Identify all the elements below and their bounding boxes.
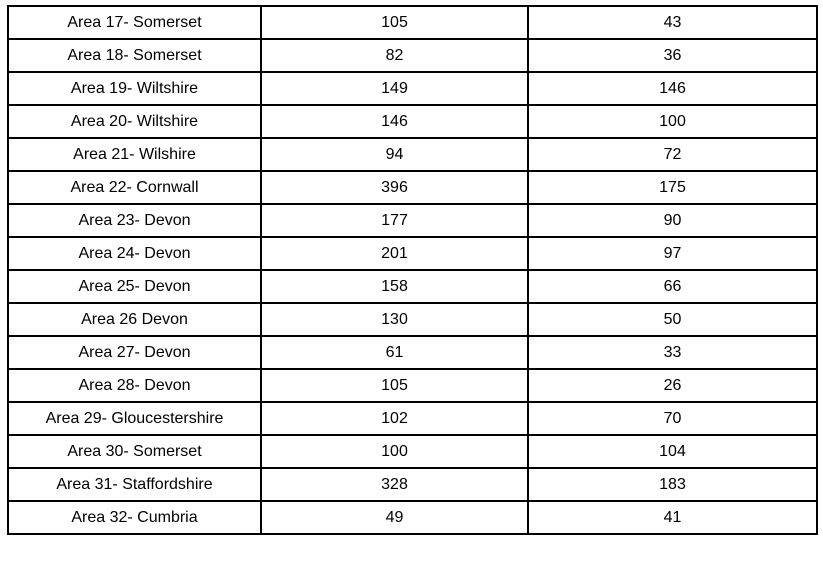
value-1-cell: 61 [261, 336, 528, 369]
table-row [8, 336, 817, 369]
value-2-cell: 183 [528, 468, 817, 501]
value-1-cell: 158 [261, 270, 528, 303]
value-2-cell: 43 [528, 6, 817, 39]
value-2-cell: 66 [528, 270, 817, 303]
table-row [8, 435, 817, 468]
table-row [8, 237, 817, 270]
table-row [8, 204, 817, 237]
value-1-cell: 100 [261, 435, 528, 468]
value-2-cell: 33 [528, 336, 817, 369]
value-1-cell: 105 [261, 369, 528, 402]
value-1-cell: 146 [261, 105, 528, 138]
area-cell: Area 29- Gloucestershire [8, 402, 261, 435]
table-row [8, 72, 817, 105]
area-cell: Area 23- Devon [8, 204, 261, 237]
value-2-cell: 175 [528, 171, 817, 204]
value-2-cell: 41 [528, 501, 817, 534]
table-row [8, 39, 817, 72]
value-2-cell: 100 [528, 105, 817, 138]
area-cell: Area 20- Wiltshire [8, 105, 261, 138]
value-1-cell: 102 [261, 402, 528, 435]
table-row [8, 171, 817, 204]
area-cell: Area 18- Somerset [8, 39, 261, 72]
area-cell: Area 30- Somerset [8, 435, 261, 468]
value-1-cell: 149 [261, 72, 528, 105]
area-data-table [7, 5, 818, 535]
value-2-cell: 90 [528, 204, 817, 237]
area-cell: Area 22- Cornwall [8, 171, 261, 204]
value-2-cell: 26 [528, 369, 817, 402]
value-1-cell: 396 [261, 171, 528, 204]
table-body [8, 6, 817, 534]
value-1-cell: 328 [261, 468, 528, 501]
area-cell: Area 24- Devon [8, 237, 261, 270]
area-cell: Area 31- Staffordshire [8, 468, 261, 501]
value-1-cell: 177 [261, 204, 528, 237]
area-cell: Area 21- Wilshire [8, 138, 261, 171]
value-1-cell: 82 [261, 39, 528, 72]
value-2-cell: 70 [528, 402, 817, 435]
table-row [8, 303, 817, 336]
value-2-cell: 97 [528, 237, 817, 270]
value-1-cell: 105 [261, 6, 528, 39]
table-row [8, 138, 817, 171]
table-row [8, 270, 817, 303]
value-1-cell: 130 [261, 303, 528, 336]
table-row [8, 468, 817, 501]
document-page [7, 5, 818, 535]
table-row [8, 501, 817, 534]
value-2-cell: 72 [528, 138, 817, 171]
table-row [8, 402, 817, 435]
area-cell: Area 17- Somerset [8, 6, 261, 39]
value-2-cell: 146 [528, 72, 817, 105]
table-row [8, 105, 817, 138]
table-row [8, 6, 817, 39]
area-cell: Area 27- Devon [8, 336, 261, 369]
value-2-cell: 50 [528, 303, 817, 336]
area-cell: Area 25- Devon [8, 270, 261, 303]
area-cell: Area 32- Cumbria [8, 501, 261, 534]
value-2-cell: 36 [528, 39, 817, 72]
area-cell: Area 28- Devon [8, 369, 261, 402]
value-1-cell: 201 [261, 237, 528, 270]
area-cell: Area 19- Wiltshire [8, 72, 261, 105]
table-row [8, 369, 817, 402]
value-1-cell: 49 [261, 501, 528, 534]
value-2-cell: 104 [528, 435, 817, 468]
value-1-cell: 94 [261, 138, 528, 171]
area-cell: Area 26 Devon [8, 303, 261, 336]
